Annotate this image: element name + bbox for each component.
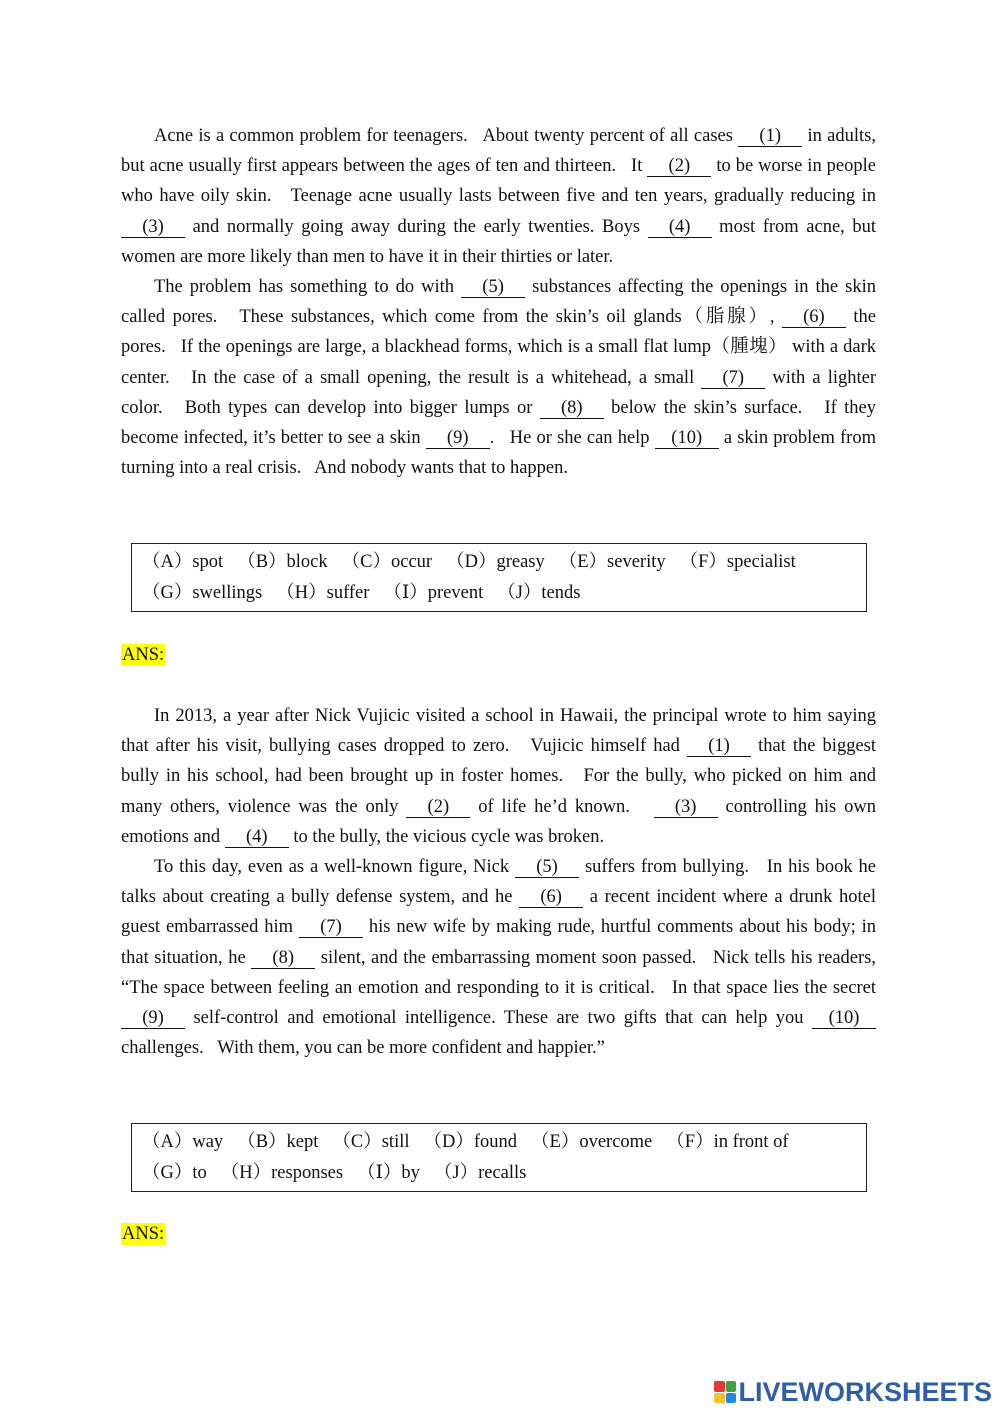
blank-8[interactable]: (8)	[540, 398, 604, 419]
blank-7[interactable]: (7)	[299, 917, 363, 938]
passage-2-paragraph-2: To this day, even as a well-known figure, Nick (5) suffers from bullying. In his book he talks about creating a bully defense system, and he (6) a recent incident where a drunk hotel guest embarrassed him (7) his new wife by making rude, hurtful comments about his body; in that situation, he (8) silent, and the embarrassing moment soon passed. Nick tells his readers, “The space between feeling an emotion and responding to it is critical. In that space lies the secret (9) self-control and emotional intelligence. These are two gifts that can help you (10) challenges. With them, you can be more confident and happier.”	[121, 857, 877, 1059]
blank-3[interactable]: (3)	[121, 217, 185, 238]
logo-square-icon	[726, 1393, 737, 1404]
options-box-1	[131, 543, 867, 612]
passage-1-paragraph-1: Acne is a common problem for teenagers. About twenty percent of all cases (1) in adults, but acne usually first appears between the ages of ten and thirteen. It (2) to be worse in people who have oily skin. Teenage acne usually lasts between five and ten years, gradually reducing in (3) and normally going away during the early twenties. Boys (4) most from acne, but women are more likely than men to have it in their thirties or later.	[121, 126, 876, 267]
option-item: （E）severity	[558, 552, 666, 572]
option-item: （J）tends	[497, 582, 581, 603]
ans-label-2: ANS:	[122, 1224, 165, 1244]
options-row	[142, 578, 856, 609]
blank-1[interactable]: (1)	[687, 736, 751, 757]
logo-icon	[714, 1381, 736, 1403]
options-row	[142, 547, 856, 578]
option-item: （C）occur	[341, 552, 433, 572]
option-item: （Ⅰ）by	[357, 1162, 420, 1183]
blank-8[interactable]: (8)	[251, 948, 315, 969]
logo-text: LIVEWORKSHEETS	[738, 1376, 992, 1407]
options-box-2	[131, 1123, 867, 1192]
blank-2[interactable]: (2)	[406, 797, 470, 818]
blank-3[interactable]: (3)	[654, 797, 718, 818]
passage-2	[121, 701, 876, 1063]
liveworksheets-logo[interactable]	[714, 1377, 992, 1407]
blank-9[interactable]: (9)	[121, 1008, 185, 1029]
blank-4[interactable]: (4)	[648, 217, 712, 238]
option-item: （F）in front of	[666, 1132, 789, 1152]
options-row	[142, 1158, 856, 1189]
option-item: （E）overcome	[531, 1132, 653, 1152]
blank-10[interactable]: (10)	[812, 1008, 876, 1029]
option-item: （B）block	[237, 552, 328, 572]
blank-4[interactable]: (4)	[225, 827, 289, 848]
option-item: （D）found	[423, 1132, 518, 1152]
option-item: （G）swellings	[142, 582, 263, 603]
option-item: （A）way	[142, 1132, 224, 1152]
option-item: （C）still	[332, 1132, 410, 1152]
logo-square-icon	[714, 1393, 725, 1404]
option-item: （H）suffer	[276, 582, 370, 603]
option-item: （B）kept	[237, 1132, 319, 1152]
blank-1[interactable]: (1)	[738, 126, 802, 147]
option-item: （J）recalls	[433, 1162, 527, 1183]
blank-7[interactable]: (7)	[701, 368, 765, 389]
ans-label-1: ANS:	[122, 645, 165, 665]
blank-6[interactable]: (6)	[519, 887, 583, 908]
option-item: （A）spot	[142, 552, 224, 572]
passage-1-paragraph-2: The problem has something to do with (5) substances affecting the openings in the skin called pores. These substances, which come from the skin’s oil glands（脂腺）, (6) the pores. If the openings are large, a blackhead forms, which is a small flat lump（腫塊） with a dark center. In the case of a small opening, the result is a whitehead, a small (7) with a lighter color. Both types can develop into bigger lumps or (8) below the skin’s surface. If they become infected, it’s better to see a skin (9) . He or she can help (10) a skin problem from turning into a real crisis. And nobody wants that to happen.	[121, 277, 877, 479]
passage-2-paragraph-1: In 2013, a year after Nick Vujicic visited a school in Hawaii, the principal wrote to him saying that after his visit, bullying cases dropped to zero. Vujicic himself had (1) that the biggest bully in his school, had been brought up in foster homes. For the bully, who picked on him and many others, violence was the only (2) of life he’d known. (3) controlling his own emotions and (4) to the bully, the vicious cycle was broken.	[121, 706, 876, 847]
option-item: （H）responses	[220, 1162, 344, 1183]
blank-9[interactable]: (9)	[426, 428, 490, 449]
passage-1	[121, 121, 876, 483]
logo-square-icon	[726, 1381, 737, 1392]
logo-square-icon	[714, 1381, 725, 1392]
option-item: （Ⅰ）prevent	[383, 582, 484, 603]
option-item: （F）specialist	[679, 552, 796, 572]
blank-10[interactable]: (10)	[655, 428, 719, 449]
blank-5[interactable]: (5)	[515, 857, 579, 878]
options-row	[142, 1127, 856, 1158]
blank-5[interactable]: (5)	[461, 277, 525, 298]
blank-2[interactable]: (2)	[647, 156, 711, 177]
blank-6[interactable]: (6)	[782, 307, 846, 328]
option-item: （D）greasy	[446, 552, 545, 572]
option-item: （G）to	[142, 1162, 207, 1183]
